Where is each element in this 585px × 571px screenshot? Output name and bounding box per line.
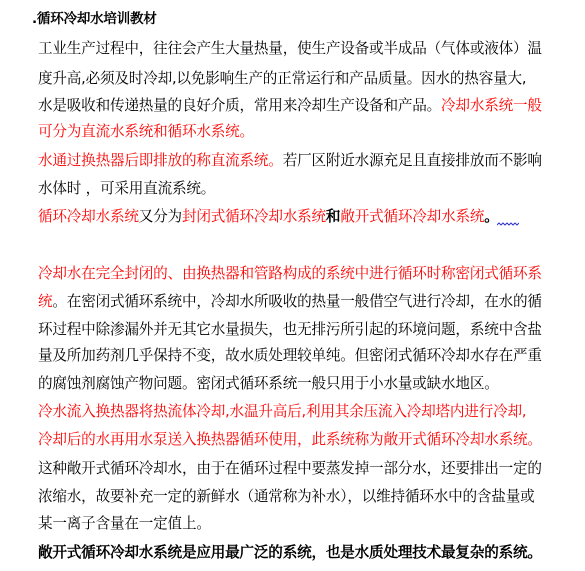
text-line xyxy=(38,514,211,534)
highlighted-text-segment: 统 xyxy=(38,293,53,310)
text-line xyxy=(38,346,542,366)
text-segment: 某一离子含量在一定值上。 xyxy=(38,515,211,532)
spellcheck-squiggle xyxy=(497,222,519,226)
text-segment: 水是吸收和传递热量的良好介质，常用来冷却生产设备和产品。 xyxy=(38,97,442,114)
text-line xyxy=(38,402,526,422)
highlighted-text-segment: 可分为直流水系统和循环水系统。 xyxy=(38,123,254,140)
text-segment: 这种敞开式循环冷却水，由于在循环过程中要蒸发掉一部分水，还要排出一定的 xyxy=(38,460,542,477)
text-line xyxy=(38,487,535,507)
highlighted-text-segment: 封闭式循环冷却水系统 xyxy=(181,208,326,225)
highlighted-text-segment: 敞开式循环冷却水系统 xyxy=(340,208,485,225)
text-segment: 。 xyxy=(484,208,499,225)
text-segment: 度升高,必须及时冷却,以免影响生产的正常运行和产品质量。因水的热容量大, xyxy=(38,70,527,87)
text-line xyxy=(38,264,542,284)
text-segment: 又分为 xyxy=(138,208,182,225)
text-segment: 水体时 ，可采用直流系统。 xyxy=(38,180,216,197)
text-line xyxy=(38,179,215,199)
highlighted-text-segment: 水通过换热器后即排放的称直流系统。 xyxy=(38,152,283,169)
highlighted-text-segment: 冷却水系统一般 xyxy=(441,97,542,114)
text-line xyxy=(38,39,542,59)
text-segment: 环过程中除渗漏外并无其它水量损失，也无排污所引起的环境问题，系统中含盐 xyxy=(38,321,542,338)
text-segment: 工业生产过程中，往往会产生大量热量，使生产设备或半成品（气体或液体）温 xyxy=(38,40,542,57)
text-line xyxy=(38,96,542,116)
text-line xyxy=(38,543,542,563)
text-line xyxy=(38,320,542,340)
text-segment: 和 xyxy=(325,208,341,225)
text-line xyxy=(38,430,542,450)
text-line xyxy=(38,459,542,479)
text-line xyxy=(38,207,499,227)
text-line xyxy=(38,151,542,171)
highlighted-text-segment: 冷却水在完全封闭的、由换热器和管路构成的系统中进行循环时称密闭式循环系 xyxy=(38,265,542,282)
text-segment: 。在密闭式循环系统中，冷却水所吸收的热量一般借空气进行冷却，在水的循 xyxy=(52,293,542,310)
text-segment: 若厂区附近水源充足且直接排放而不影响 xyxy=(282,152,542,169)
highlighted-text-segment: 冷水流入换热器将热流体冷却,水温升高后,利用其余压流入冷却塔内进行冷却, xyxy=(38,403,527,420)
text-line xyxy=(38,69,526,89)
text-segment: 敞开式循环冷却水系统是应用最广泛的系统，也是水质处理技术最复杂的系统。 xyxy=(38,544,542,561)
text-line xyxy=(38,292,542,312)
document-title: .循环冷却水培训教材 xyxy=(32,11,157,27)
text-segment: 的腐蚀剂腐蚀产物问题。密闭式循环系统一般只用于小水量或缺水地区。 xyxy=(38,375,499,392)
highlighted-text-segment: 冷却后的水再用水泵送入换热器循环使用，此系统称为敞开式循环冷却水系统。 xyxy=(38,431,542,448)
text-line xyxy=(38,122,254,142)
text-segment: 浓缩水，故要补充一定的新鲜水（通常称为补水），以维持循环水中的含盐量或 xyxy=(38,488,535,505)
text-line xyxy=(38,374,499,394)
highlighted-text-segment: 循环冷却水系统 xyxy=(38,208,139,225)
text-segment: 量及所加药剂几乎保持不变，故水质处理较单纯。但密闭式循环冷却水存在严重 xyxy=(38,347,542,364)
